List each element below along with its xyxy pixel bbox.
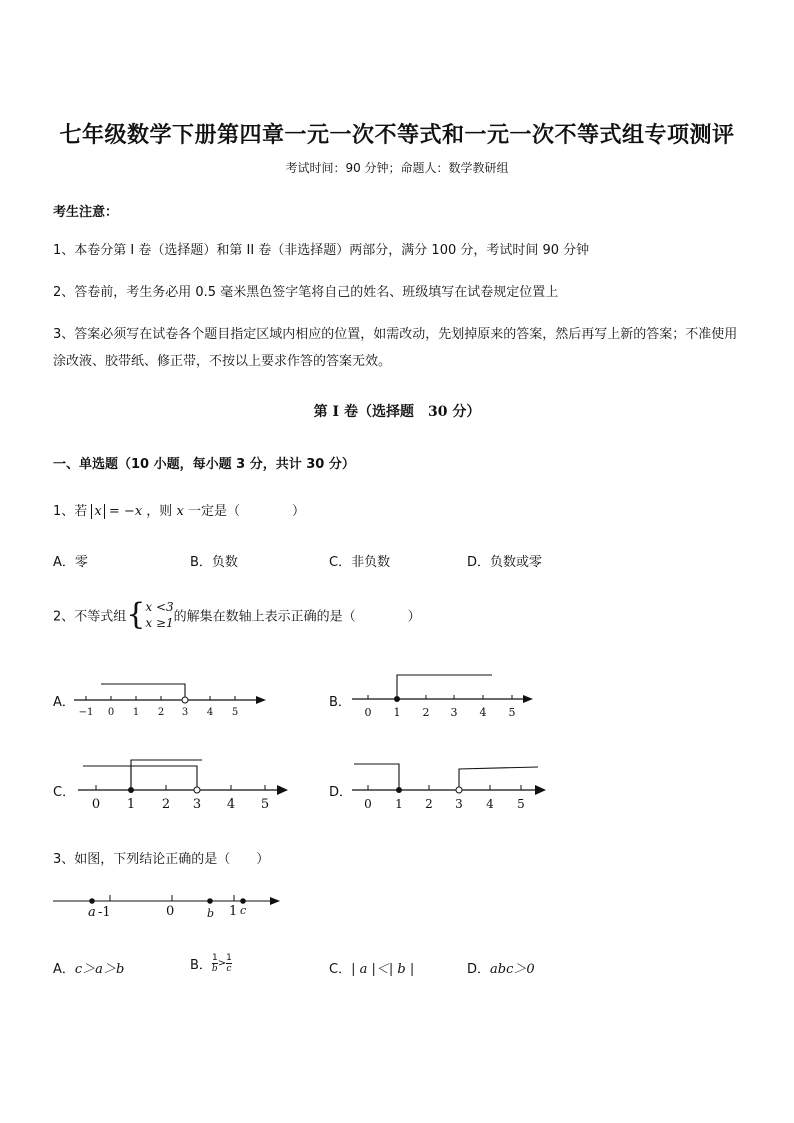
q2-prefix: 2、不等式组 [53,609,127,625]
q3-label-c: c [240,904,247,917]
numerator: 1 [226,953,232,963]
numerator: 1 [211,953,218,963]
denominator: b [211,964,218,974]
notice-item: 1、本卷分第 I 卷（选择题）和第 II 卷（非选择题）两部分，满分 100 分，考试时间 90 分钟 [53,243,590,258]
q2-brace: { [126,597,146,632]
tick-label: 1 [126,797,136,812]
notice-item: 3、答案必须写在试卷各个题目指定区域内相应的位置，如需改动，先划掉原来的答案，然后再写上新的答案；不准使用涂改液、胶带纸、修正带，不按以上要求作答的答案无效。 [53,327,738,369]
tick-label: 5 [260,797,270,812]
tick-label: 5 [508,706,516,719]
q3-option-b-label: B． [190,958,212,973]
q2-number-line-a [70,676,270,722]
q3-option-d-expr: abc＞0 [490,962,535,977]
q2-option-d-label[interactable]: D． [329,785,353,800]
q2-number-line-c [72,756,294,812]
question-2 [53,598,421,632]
q1-suffix: 一定是（ ） [187,504,305,519]
q3-label-zero: 0 [166,904,175,919]
tick-label: 0 [91,797,101,812]
q3-option-b[interactable] [190,953,232,974]
tick-label: 0 [364,706,372,719]
q3-option-d-label: D． [467,962,491,977]
q1-option-a[interactable]: A．零 [53,555,88,570]
denominator: c [226,964,232,974]
exam-info: 考试时间：90 分钟；命题人：数学教研组 [285,161,509,175]
q2-option-b-label[interactable]: B． [329,695,351,710]
tick-label: 2 [157,707,165,718]
q2-option-c-label[interactable]: C． [53,785,76,800]
tick-label: 3 [455,797,463,811]
tick-label: 1 [395,797,403,811]
q3-option-c[interactable] [329,958,414,977]
q3-label-one: 1 [229,904,238,919]
tick-label: 2 [425,797,433,811]
q3-option-c-expr: | a |＜| b | [351,962,415,977]
tick-label: 4 [226,797,236,812]
q2-line1: x <3 [145,600,174,614]
q2-number-line-d [346,756,552,812]
tick-label: 2 [422,706,430,719]
tick-label: 3 [181,707,189,718]
section-title: 第 I 卷（选择题 30 分） [313,404,481,420]
q1-option-b[interactable]: B．负数 [190,555,238,570]
tick-label: 4 [206,707,214,718]
q2-system [145,599,173,631]
tick-label: 0 [364,797,372,811]
q3-fraction-2 [226,953,232,974]
q1-option-c[interactable]: C．非负数 [329,555,391,570]
q3-option-a-expr: c＞a＞b [74,962,125,977]
q1-eq: = −x [108,504,143,519]
q3-label-b: b [207,907,215,920]
q3-label-minus-one: -1 [98,905,111,920]
q1-mid: ，则 [146,504,173,519]
q1-option-d[interactable]: D．负数或零 [467,555,543,570]
tick-label: 0 [107,707,115,718]
q2-option-a-label[interactable]: A． [53,695,75,710]
q3-gt: > [217,958,227,969]
tick-label: 1 [393,706,401,719]
page-title: 七年级数学下册第四章一元一次不等式和一元一次不等式组专项测评 [59,122,735,148]
q2-line2: x ≥1 [145,616,174,630]
q2-number-line-b [346,670,542,722]
q3-label-a: a [88,905,96,920]
q3-option-d[interactable] [467,958,535,977]
question-1 [53,500,305,519]
question-3: 3、如图，下列结论正确的是（ ） [53,852,270,867]
notice-item: 2、答卷前，考生务必用 0.5 毫米黑色签字笔将自己的姓名、班级填写在试卷规定位置上 [53,285,559,300]
q3-option-a[interactable] [53,958,124,977]
tick-label: 3 [192,797,202,812]
tick-label: 5 [231,707,239,718]
tick-label: 5 [517,797,525,811]
part-heading: 一、单选题（10 小题，每小题 3 分，共计 30 分） [53,457,355,472]
q1-var: x [176,504,184,519]
tick-label: 4 [479,706,487,719]
q1-prefix: 1、若 [53,504,88,519]
q3-option-a-label: A． [53,962,75,977]
tick-label: 4 [486,797,494,811]
q1-abs-x: x [91,504,104,519]
q3-number-line [52,886,284,922]
q2-suffix: 的解集在数轴上表示正确的是（ ） [173,609,421,625]
notice-heading: 考生注意： [53,205,119,220]
tick-label: 3 [450,706,458,719]
tick-label: 2 [161,797,171,812]
tick-label: 1 [132,707,140,718]
tick-label: −1 [78,707,94,718]
q3-option-c-label: C． [329,962,352,977]
